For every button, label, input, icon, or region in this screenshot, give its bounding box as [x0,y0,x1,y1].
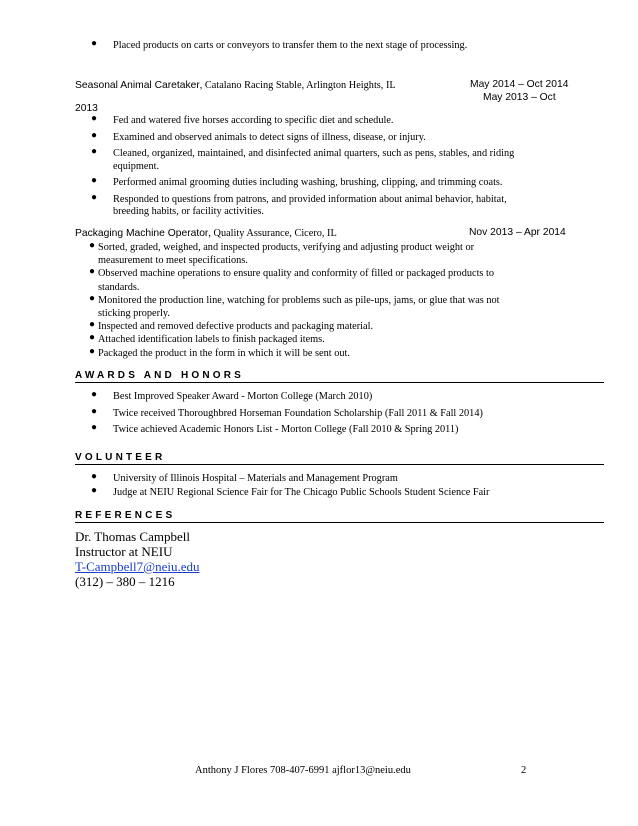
job1-dates-2: May 2013 – Oct [483,92,556,103]
bullet-text: Cleaned, organized, maintained, and disinfected animal quarters, such as pens, stables, and riding [113,148,515,159]
top-bullet-text: Placed products on carts or conveyors to transfer them to the next stage of processing. [113,40,468,51]
footer-contact: Anthony J Flores 708-407-6991 ajflor13@neiu.edu [195,765,411,776]
job1-dates-3: 2013 [75,103,98,114]
bullet-text: sticking properly. [98,308,170,319]
job1-employer: , Catalano Racing Stable, Arlington Heights, IL [199,80,396,91]
job1-title-line [75,79,396,93]
bullet-dot: ● [91,129,98,141]
volunteer-heading: VOLUNTEER [75,452,166,463]
bullet-text: standards. [98,281,140,293]
volunteer-divider [75,464,604,465]
bullet-dot: ● [89,332,96,344]
reference-name: Dr. Thomas Campbell [75,529,190,544]
job1-title: Seasonal Animal Caretaker [75,80,200,91]
bullet-text: Twice received Thoroughbred Horseman Foundation Scholarship (Fall 2011 & Fall 2014) [113,407,483,419]
awards-divider [75,382,604,383]
reference-phone: (312) – 380 – 1216 [75,574,175,589]
references-heading: REFERENCES [75,510,176,521]
page-number: 2 [521,765,527,776]
job2-title-line [75,227,337,241]
bullet-dot: ● [89,345,96,357]
bullet-text: Fed and watered five horses according to specific diet and schedule. [113,115,394,126]
reference-email-link[interactable]: T-Campbell7@neiu.edu [75,559,200,574]
bullet-dot: ● [91,113,98,124]
bullet-dot: ● [91,422,98,433]
references-divider [75,522,604,523]
bullet-text: Inspected and removed defective products and packaging material. [98,321,374,333]
bullet-dot: ● [89,319,96,331]
bullet-text: Attached identification labels to finish packaged items. [98,334,325,346]
bullet-text: University of Illinois Hospital – Materials and Management Program [113,473,398,484]
bullet-dot: ● [91,175,98,186]
bullet-dot: ● [91,484,98,496]
bullet-dot: ● [91,471,98,482]
bullet-dot: ● [91,191,98,203]
bullet-text: equipment. [113,160,160,172]
job2-dates: Nov 2013 – Apr 2014 [469,227,566,238]
bullet-dot: ● [91,389,98,400]
bullet-text: Packaged the product in the form in which it will be sent out. [98,347,350,359]
job2-title: Packaging Machine Operator [75,228,209,239]
job1-dates-1: May 2014 – Oct 2014 [470,79,569,90]
bullet-dot: ● [91,146,98,157]
bullet-text: Observed machine operations to ensure quality and conformity of filled or packaged products to [98,268,495,280]
bullet-text: measurement to meet specifications. [98,255,248,267]
bullet-text: Best Improved Speaker Award - Morton College (March 2010) [113,391,373,402]
bullet-text: Sorted, graded, weighed, and inspected products, verifying and adjusting product weight or [98,242,475,253]
bullet-text: Monitored the production line, watching for problems such as pile-ups, jams, or glue that was not [98,294,500,306]
bullet-dot: ● [91,38,98,49]
bullet-text: Performed animal grooming duties including washing, brushing, clipping, and trimming coats. [113,177,503,188]
bullet-dot: ● [91,405,98,417]
bullet-text: Twice achieved Academic Honors List - Morton College (Fall 2010 & Spring 2011) [113,424,459,435]
bullet-text: breeding habits, or facility activities. [113,206,264,217]
bullet-dot: ● [89,292,96,304]
bullet-text: Judge at NEIU Regional Science Fair for The Chicago Public Schools Student Science Fair [113,486,490,498]
awards-heading: AWARDS AND HONORS [75,370,245,381]
reference-role: Instructor at NEIU [75,544,173,559]
bullet-text: Responded to questions from patrons, and provided information about animal behavior, habitat, [113,193,507,205]
bullet-dot: ● [89,266,96,278]
job2-employer: , Quality Assurance, Cicero, IL [208,228,337,239]
bullet-text: Examined and observed animals to detect signs of illness, disease, or injury. [113,131,426,143]
bullet-dot: ● [89,240,96,251]
